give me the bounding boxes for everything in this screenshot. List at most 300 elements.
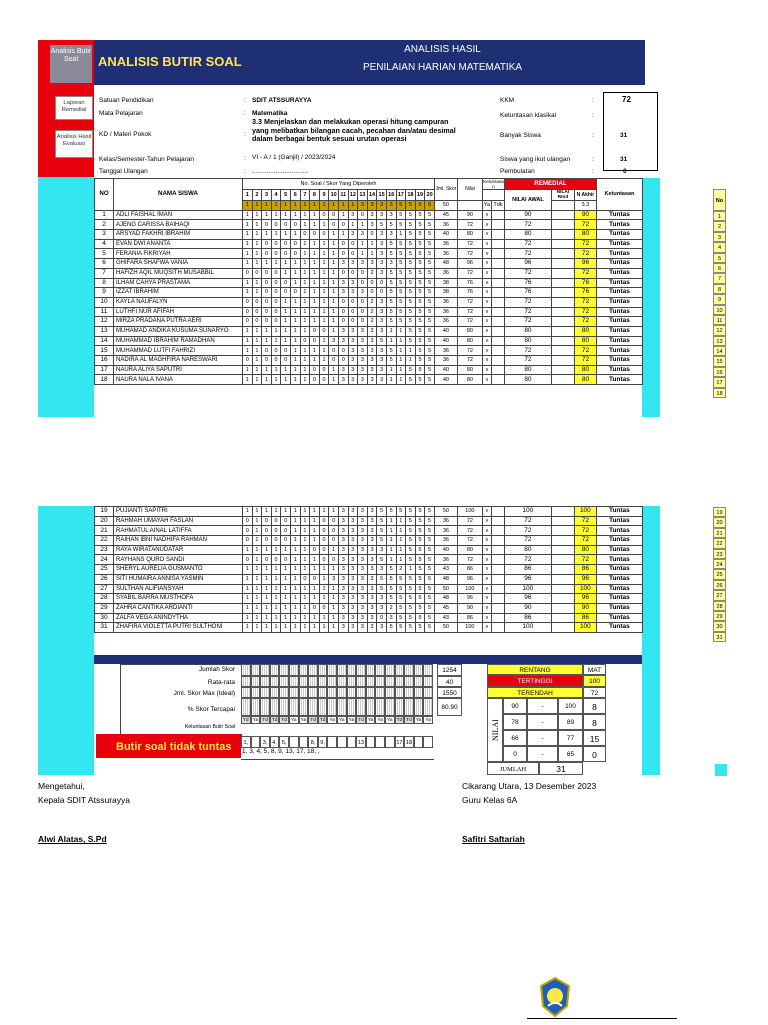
score-cell: 1 [271,336,281,346]
butir-status: Td [358,718,364,723]
score-cell: 1 [329,507,339,517]
max-score-7: 1 [300,201,310,211]
soal-number-15: 15 [377,190,387,201]
score-cell: 5 [386,594,396,604]
score-cell: 3 [377,375,387,385]
score-cell: 1 [329,613,339,623]
summary-cell [366,698,376,716]
student-name: NAURA NALA IVANA [114,375,243,385]
score-cell: 1 [252,365,262,375]
score-cell: 5 [406,516,416,526]
jml-skor: 36 [434,356,457,366]
summary-cell [404,687,414,698]
score-cell: 5 [386,346,396,356]
summary-cell [404,664,414,676]
ketuntasan-tdk [491,259,504,269]
score-cell: 1 [262,230,272,240]
right-row-number: 10 [713,305,726,315]
score-cell: 5 [406,326,416,336]
score-cell: 0 [271,220,281,230]
nilai-awal: 80 [504,545,551,555]
summary-cell [366,687,376,698]
ketuntasan-ya: v [482,574,491,584]
score-cell: 1 [252,545,262,555]
ketuntasan-tdk [491,278,504,288]
score-cell: 0 [243,526,253,536]
nilai-akhir: 72 [574,307,596,317]
ketuntasan-tdk [491,230,504,240]
score-cell: 1 [252,584,262,594]
jml-skor: 36 [434,220,457,230]
butir-status: Td [406,718,412,723]
summary-cell [241,664,251,676]
nilai: 100 [457,623,482,633]
score-cell: 5 [425,574,435,584]
score-cell: 5 [406,210,416,220]
score-cell: 1 [252,623,262,633]
score-cell: 0 [271,249,281,259]
score-cell: 1 [290,574,300,584]
score-cell: 1 [252,336,262,346]
ketuntasan-ya: v [482,317,491,327]
header-ketuntasan-short: Ketuntasa n [483,179,504,189]
summary-cell [404,676,414,687]
summary-separator [94,655,642,664]
nilai-awal: 100 [504,584,551,594]
summary-cell [299,687,309,698]
score-cell: 1 [243,249,253,259]
score-cell: 1 [319,288,329,298]
score-cell: 0 [348,239,358,249]
score-cell: 1 [262,259,272,269]
score-cell: 0 [290,220,300,230]
score-cell: 1 [290,268,300,278]
summary-cell [347,698,357,716]
score-cell: 5 [425,603,435,613]
score-cell: 0 [262,526,272,536]
score-cell: 0 [290,288,300,298]
score-cell: 1 [252,613,262,623]
warning-cell [366,736,376,748]
analisis-hasil-evaluasi-button[interactable]: Analisis Hasil Evaluasi [55,130,93,158]
score-cell: 1 [310,297,320,307]
colon: : [592,112,594,119]
score-cell: 1 [243,278,253,288]
score-cell: 1 [386,526,396,536]
nilai-akhir: 72 [574,297,596,307]
score-cell: 3 [348,210,358,220]
table-row [95,356,643,366]
score-cell: 3 [358,574,368,584]
student-name: NADIRA AL MAGHFIRA NARESWARI [114,356,243,366]
nilai-akhir: 100 [574,584,596,594]
score-cell: 0 [262,307,272,317]
summary-cell [241,698,251,716]
score-cell: 5 [396,574,406,584]
score-cell: 1 [243,365,253,375]
score-cell: 1 [386,326,396,336]
summary-cell [327,698,337,716]
ketuntasan-status: Tuntas [596,336,642,346]
ketuntasan-status: Tuntas [596,297,642,307]
score-cell: 5 [415,259,425,269]
score-cell: 5 [415,603,425,613]
student-no: 14 [95,336,114,346]
soal-number-19: 19 [415,190,425,201]
score-cell: 1 [319,574,329,584]
summary-cell [366,676,376,687]
summary-cell [318,687,328,698]
score-cell: 1 [329,288,339,298]
score-cell: 0 [262,516,272,526]
score-cell: 5 [386,307,396,317]
siswa-value: 31 [620,132,628,139]
score-cell: 1 [271,259,281,269]
score-cell: 3 [367,375,377,385]
score-cell: 1 [310,259,320,269]
score-cell: 1 [310,307,320,317]
score-cell: 1 [243,326,253,336]
score-cell: 3 [338,288,348,298]
score-cell: 1 [252,375,262,385]
score-cell: 1 [300,516,310,526]
butir-status: Td [271,718,278,723]
score-cell: 5 [396,259,406,269]
nilai-akhir: 80 [574,326,596,336]
student-no: 23 [95,545,114,555]
soal-number-6: 6 [290,190,300,201]
range-count: 15 [583,730,606,746]
score-cell: 3 [348,584,358,594]
summary-cell [414,687,424,698]
nilai: 100 [457,507,482,517]
score-cell: 1 [290,317,300,327]
summary-cell [279,664,289,676]
score-cell: 1 [243,507,253,517]
score-cell: 3 [338,536,348,546]
right-row-number: 24 [713,559,726,569]
score-cell: 1 [271,584,281,594]
score-cell: 1 [271,326,281,336]
soal-number-5: 5 [281,190,291,201]
score-cell: 5 [415,307,425,317]
warning-cell: 17 [395,736,405,748]
ketuntasan-ya: v [482,555,491,565]
jml-skor: 38 [434,278,457,288]
butir-status: Td [319,718,326,723]
score-cell: 1 [290,536,300,546]
score-cell: 1 [358,220,368,230]
score-cell: 1 [243,574,253,584]
nilai-rmd [551,375,574,385]
right-row-number: 18 [713,388,726,398]
score-cell: 1 [310,268,320,278]
colon: : [244,155,246,162]
score-cell: 1 [300,603,310,613]
ketuntasan-ya: v [482,507,491,517]
student-no: 5 [95,249,114,259]
nilai-rmd [551,288,574,298]
score-cell: 1 [243,594,253,604]
score-cell: 1 [252,220,262,230]
laporan-remedial-button[interactable]: Laporan Remedial [55,96,93,120]
score-cell: 5 [425,375,435,385]
ketuntasan-tdk [491,545,504,555]
school-logo [535,976,575,1020]
score-cell: 2 [386,603,396,613]
student-no: 24 [95,555,114,565]
score-cell: 5 [386,623,396,633]
score-cell: 1 [358,239,368,249]
jml-skor: 38 [434,288,457,298]
score-cell: 1 [406,565,416,575]
score-cell: 1 [290,210,300,220]
student-name: ARSYAD FAKHRI IBRAHIM [114,230,243,240]
header-skor-title: No. Soal / Skor Yang Diperoleh [243,179,435,190]
score-cell: 0 [281,278,291,288]
header-no: NO [95,179,114,211]
score-cell: 3 [338,613,348,623]
table-row [95,239,643,249]
score-cell: 1 [281,259,291,269]
header-tdk: Tdk [493,202,503,209]
nilai: 90 [457,210,482,220]
nilai: 72 [457,307,482,317]
score-cell: 0 [319,603,329,613]
score-cell: 1 [319,259,329,269]
ketuntasan-status: Tuntas [596,613,642,623]
range-high: 65 [558,746,583,762]
nilai-awal: 72 [504,555,551,565]
nilai-rmd [551,536,574,546]
score-cell: 1 [300,555,310,565]
score-cell: 5 [406,288,416,298]
score-cell: 1 [300,210,310,220]
score-cell: 5 [386,356,396,366]
nilai-akhir: 72 [574,346,596,356]
score-cell: 1 [290,326,300,336]
student-no: 3 [95,230,114,240]
butir-status: Ya [289,716,299,724]
score-cell: 1 [290,516,300,526]
jml-skor: 45 [434,210,457,220]
warning-cell [289,736,299,748]
jml-skor: 48 [434,259,457,269]
score-cell: 1 [319,346,329,356]
score-cell: 5 [386,268,396,278]
ketuntasan-status: Tuntas [596,210,642,220]
table-row [95,536,643,546]
pembulatan-label: Pembulatan [500,168,535,175]
ketuntasan-status: Tuntas [596,536,642,546]
summary-grid [241,664,433,734]
score-cell: 1 [252,326,262,336]
score-cell: 1 [319,220,329,230]
score-cell: 5 [386,507,396,517]
score-cell: 1 [329,565,339,575]
soal-number-11: 11 [338,190,348,201]
score-cell: 1 [300,365,310,375]
student-name: LUTHFI NUR AFIFAH [114,307,243,317]
summary-cell [289,676,299,687]
max-score-6: 1 [290,201,300,211]
score-cell: 3 [348,375,358,385]
score-cell: 1 [271,594,281,604]
jml-skor: 36 [434,317,457,327]
score-cell: 3 [358,336,368,346]
score-cell: 3 [377,365,387,375]
score-cell: 0 [262,356,272,366]
ketuntasan-ya: v [482,565,491,575]
signature-line [527,1018,677,1019]
score-cell: 3 [348,336,358,346]
kepala-name: Alwi Alatas, S.Pd [38,834,107,844]
header-title-2: PENILAIAN HARIAN MATEMATIKA [362,62,523,73]
score-cell: 1 [243,545,253,555]
score-cell: 3 [348,545,358,555]
score-cell: 0 [281,536,291,546]
score-cell: 5 [406,336,416,346]
score-cell: 5 [425,536,435,546]
score-cell: 5 [396,603,406,613]
max-score-20: 5 [425,201,435,211]
student-no: 30 [95,613,114,623]
score-cell: 0 [281,516,291,526]
score-cell: 5 [406,365,416,375]
score-cell: 1 [290,356,300,366]
score-cell: 5 [425,356,435,366]
score-cell: 3 [386,230,396,240]
ketuntasan-ya: v [482,249,491,259]
score-cell: 1 [252,210,262,220]
student-name: AJENG CARISSA BAIHAQI [114,220,243,230]
score-cell: 5 [406,507,416,517]
score-cell: 3 [348,613,358,623]
score-cell: 5 [386,249,396,259]
nilai-akhir: 80 [574,365,596,375]
score-cell: 5 [386,565,396,575]
score-cell: 5 [377,555,387,565]
score-cell: 3 [348,259,358,269]
summary-cell [337,676,347,687]
score-cell: 5 [396,307,406,317]
kelas-value: VI - A / 1 (Ganjil) / 2023/2024 [252,154,336,161]
table-row [95,210,643,220]
jml-skor: 48 [434,594,457,604]
max-score-19: 5 [415,201,425,211]
nilai-akhir: 72 [574,239,596,249]
score-cell: 1 [271,365,281,375]
score-cell: 5 [425,545,435,555]
nilai-awal: 86 [504,613,551,623]
score-cell: 1 [243,613,253,623]
guru-text: Guru Kelas 6A [462,795,518,805]
score-cell: 1 [300,288,310,298]
score-cell: 0 [310,326,320,336]
ketuntasan-status: Tuntas [596,574,642,584]
jml-skor: 36 [434,249,457,259]
range-low: 78 [503,714,527,730]
butir-status: Ya [347,716,357,724]
range-dash: - [527,698,558,714]
score-cell: 1 [300,613,310,623]
nilai-awal: 96 [504,574,551,584]
score-cell: 0 [271,268,281,278]
summary-cell [251,664,261,676]
ketuntasan-status: Tuntas [596,584,642,594]
score-cell: 5 [415,574,425,584]
ketuntasan-tdk [491,220,504,230]
score-cell: 1 [329,326,339,336]
max-score-3: 1 [262,201,272,211]
score-cell: 5 [415,220,425,230]
max-score-2: 1 [252,201,262,211]
summary-cell [395,664,405,676]
score-cell: 0 [281,249,291,259]
nilai-rmd [551,336,574,346]
warning-cell: 3, [260,736,270,748]
score-cell: 0 [358,268,368,278]
nilai-label: NILAI [487,698,503,762]
score-cell: 0 [310,375,320,385]
jumlah-skor-label: Jumlah Skor [198,666,235,673]
score-cell: 5 [396,278,406,288]
score-cell: 5 [415,507,425,517]
summary-cell [385,676,395,687]
nilai-rmd [551,584,574,594]
summary-cell [375,698,385,716]
score-cell: 1 [319,268,329,278]
score-cell: 3 [348,278,358,288]
score-cell: 1 [243,239,253,249]
soal-number-13: 13 [358,190,368,201]
score-cell: 5 [415,594,425,604]
table-row [95,268,643,278]
score-cell: 1 [243,336,253,346]
score-cell: 3 [358,507,368,517]
nilai: 72 [457,239,482,249]
score-cell: 5 [425,268,435,278]
score-cell: 0 [310,545,320,555]
nilai-awal: 72 [504,249,551,259]
kkm-label: KKM [500,97,515,104]
max-score-18: 5 [406,201,416,211]
ketuntasan-status: Tuntas [596,326,642,336]
summary-cell [356,687,366,698]
score-cell: 1 [367,239,377,249]
nilai-rmd [551,623,574,633]
score-cell: 0 [243,555,253,565]
score-cell: 0 [338,356,348,366]
score-cell: 0 [252,307,262,317]
header-jml: Jml. Skor [434,179,457,201]
score-cell: 1 [329,584,339,594]
cyan-square [715,764,727,776]
score-cell: 1 [262,365,272,375]
table-row [95,375,643,385]
ketuntasan-ya: v [482,336,491,346]
score-cell: 3 [367,365,377,375]
nilai: 96 [457,594,482,604]
score-cell: 1 [300,375,310,385]
nilai-awal: 96 [504,259,551,269]
score-cell: 1 [310,613,320,623]
score-cell: 0 [262,297,272,307]
score-cell: 0 [243,268,253,278]
max-score-9: 1 [319,201,329,211]
score-cell: 5 [415,317,425,327]
range-low: 0 [503,746,527,762]
